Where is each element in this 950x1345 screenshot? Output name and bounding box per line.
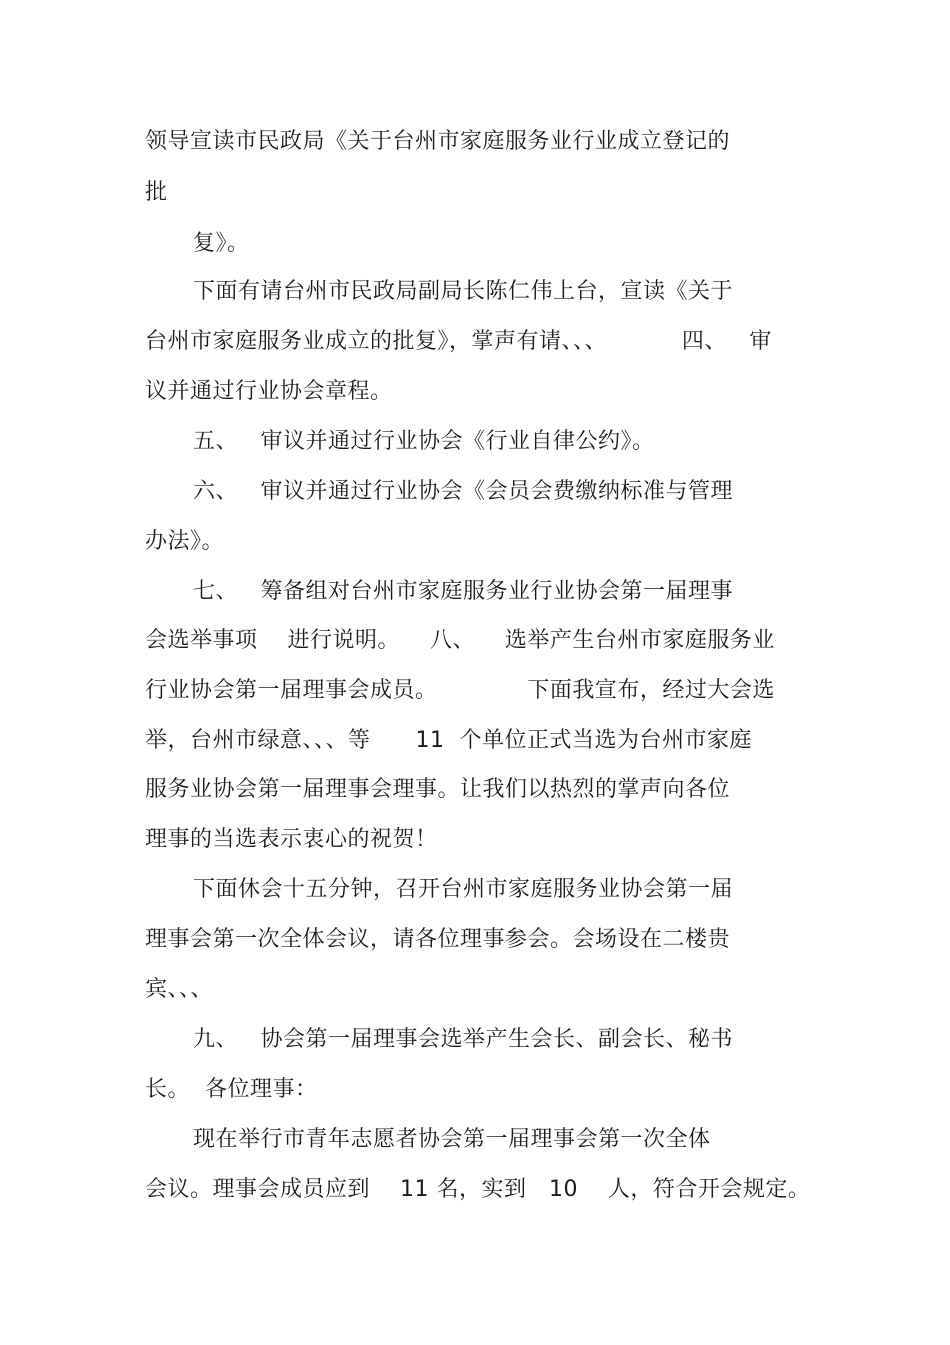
text-line-17: 理事会第一次全体会议，请各位理事参会。会场设在二楼贵 <box>145 927 731 952</box>
text-line-3: 复》。 <box>193 231 250 256</box>
text-line-21: 现在举行市青年志愿者协会第一届理事会第一次全体 <box>193 1127 711 1152</box>
text-line-19: 九、 协会第一届理事会选举产生会长、副会长、秘书 <box>193 1027 733 1052</box>
text-line-4: 下面有请台州市民政局副局长陈仁伟上台，宣读《关于 <box>193 279 734 304</box>
text-line-8: 六、 审议并通过行业协会《会员会费缴纳标准与管理 <box>193 479 733 504</box>
text-line-1: 领导宣读市民政局《关于台州市家庭服务业行业成立登记的 <box>145 129 731 154</box>
text-line-7: 五、 审议并通过行业协会《行业自律公约》。 <box>193 429 655 454</box>
text-line-22: 会议。理事会成员应到 11 名，实到 10 人，符合开会规定。 <box>145 1177 811 1202</box>
text-line-9: 办法》。 <box>145 529 225 554</box>
text-line-11: 会选举事项 进行说明。 八、 选举产生台州市家庭服务业 <box>145 628 775 653</box>
text-line-18: 宾、、、 <box>145 977 214 1002</box>
text-line-15: 理事的当选表示衷心的祝贺！ <box>145 827 438 852</box>
text-line-10: 七、 筹备组对台州市家庭服务业行业协会第一届理事 <box>193 579 733 604</box>
text-line-2: 批 <box>145 180 168 205</box>
text-line-16: 下面休会十五分钟，召开台州市家庭服务业协会第一届 <box>193 877 734 902</box>
text-line-12: 行业协会第一届理事会成员。 下面我宣布，经过大会选 <box>145 678 775 703</box>
text-line-5: 台州市家庭服务业成立的批复》，掌声有请、、、 四、 审 <box>145 329 772 354</box>
text-line-20: 长。 各位理事： <box>145 1077 318 1102</box>
text-line-14: 服务业协会第一届理事会理事。让我们以热烈的掌声向各位 <box>145 777 731 802</box>
text-line-13: 举，台州市绿意、、、等 11 个单位正式当选为台州市家庭 <box>145 728 752 753</box>
text-line-6: 议并通过行业协会章程。 <box>145 379 393 404</box>
